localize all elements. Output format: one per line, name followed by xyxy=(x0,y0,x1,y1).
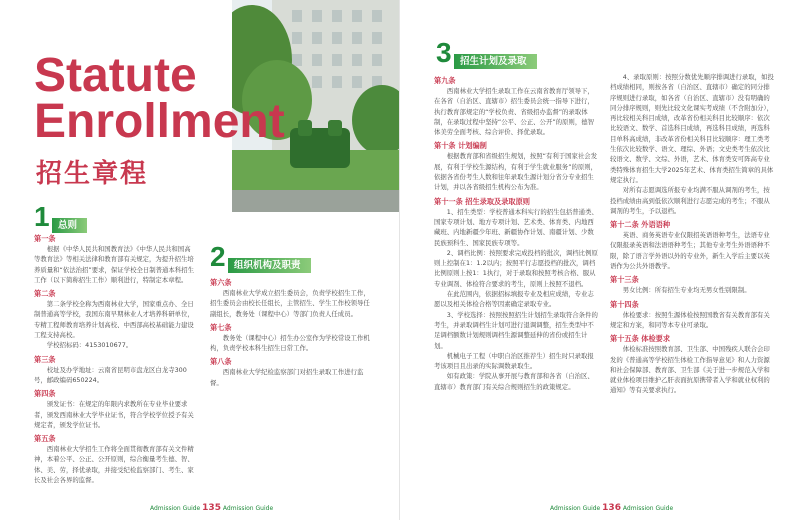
title-chinese: 招生章程 xyxy=(36,159,149,189)
article-paragraph: 根据《中华人民共和国教育法》《中华人民共和国高等教育法》等相关法律和教育部有关规定，为提升招生培养质量和“依法治招”要求，保证学校全日制普通本科招生工作（以下简称招生工作）顺利进行，特制定本章程。 xyxy=(34,245,194,284)
chapter2-header xyxy=(210,241,360,274)
right-footer xyxy=(550,503,673,513)
article-paragraph: 英语、商务英语专业仅限招英语语种考生，法语专业仅限报录英语和法语语种考生；其他专业考生外语语种不限，除了语言学外语以外的专业外，新生入学后主要以英语作为公共外语教学。 xyxy=(610,231,770,271)
article-paragraph: 在此范围内，依据招标填报专业及相应成绩，专业志愿以及相关体检合格等因素确定录取专业。 xyxy=(434,290,594,309)
article-title: 第七条 xyxy=(210,322,232,332)
article-title: 第十一条 招生录取及录取原则 xyxy=(434,196,530,206)
right-footer-suffix: Admission Guide xyxy=(622,505,674,512)
article-title: 第六条 xyxy=(210,278,232,287)
article-paragraph: 体检要求：按照生源体检按照国教省有关教育部有关规定和方案，和同等本专业可录取。 xyxy=(610,310,770,329)
article-title: 第八条 xyxy=(210,357,232,367)
left-footer xyxy=(150,503,273,513)
article-paragraph: 3、学校选择：按照按照招生计划招生录取符合条件的考生，并录取调档生计划可进行退调调整，招生类型中不足调档额数计划规则调档生源调整延伸的省份或招生计划。 xyxy=(434,310,598,350)
article-title: 第十三条 xyxy=(610,275,639,285)
article-title: 第二条 xyxy=(34,289,56,299)
article-paragraph: 西南林业大学招生录取工作在云南省教育厅领导下，在各省（自治区、直辖市）招生委员会统一指导下进行，执行教育部规定的“学校负责、省级招办监督”的录取体制，在录取过程中坚持“公平、公正、公开”的原则，德智体美劳全面考核、综合评价、择优录取。 xyxy=(434,87,594,137)
article-paragraph: 2、调档比例：按照要求完成投档的批次，调档比例原则上控制在1：1.2以内；按照平行志愿投档的批次，调档比例原则上按1：1执行，对于录取和按照考核合格、服从专业调剂、体检符合要求的考生，原则上按照不退档。 xyxy=(434,248,598,288)
article-paragraph: 第二条学校全称为西南林业大学，国家重点办、全日制普通高等学校，我国东南早期林业人才培养科研单位，专精工程师教育培养计划高校、中西部高校基础能力建设工程支持高校。 xyxy=(34,300,194,340)
chapter2-column xyxy=(210,274,370,388)
chapter3-number: 3 xyxy=(436,37,452,68)
right-footer-prefix: Admission Guide xyxy=(550,505,601,512)
article-paragraph: 西南林业大学招生工作将全面贯彻教育部有关文件精神，本着公平、公正、公开原则，综合衡量考生德、智、体、美、劳，择优录取，并接受纪检监察部门、考生、家长及社会各界的监督。 xyxy=(34,445,194,485)
article-paragraph: 根据教育部和省级招生规划，按照“有利于国家社会发展，有利于学校生源结构，有利于学生就业服务”的原则，依据各省份考生人数和往年录取生源计划分省分专业招生计划，并以各省级招生机构公布为准。 xyxy=(434,152,598,192)
article-paragraph: 机械电子工程（中职自治区推荐生）招生时只录取报考该项目且出录的实际调数录取生。 xyxy=(434,351,594,371)
chapter3-title: 招生计划及录取 xyxy=(454,54,537,69)
left-page-number: 135 xyxy=(202,503,221,513)
article-paragraph: 颁发证书：在规定的年限内求教所在专业毕业要求者，颁发西南林业大学毕业证书，符合学校学位授予有关规定者，颁发学位证书。 xyxy=(34,400,194,429)
article-paragraph: 校址及办学地址：云南省昆明市盘龙区白龙寺300号，邮政编码650224。 xyxy=(34,365,187,384)
article-paragraph: 西南林业大学纪检监察部门对招生录取工作进行监督。 xyxy=(210,368,364,387)
article-title: 第十二条 外语语种 xyxy=(610,220,671,230)
article-title: 第十条 计划编制 xyxy=(434,141,487,151)
article-paragraph: 学校招标码：4153010677。 xyxy=(46,341,133,350)
article-paragraph: 西南林业大学成立招生委员会，负责学校招生工作，招生委员会由校长任组长，主管招生、学生工作校领导任副组长，教务处（课程中心）等部门负责人任成员。 xyxy=(210,289,370,318)
article-title: 第三条 xyxy=(34,354,56,364)
chapter1-column xyxy=(34,230,196,485)
chapter1-number: 1 xyxy=(34,201,50,232)
chapter2-number: 2 xyxy=(210,241,226,272)
article-paragraph: 1、招生类型：学校普通本科实行的招生包括普通类、国家专项计划、地方专项计划、艺术类、体育类、内地西藏班、内地新疆少年班、新疆协作计划、南疆计划、少数民族预科生、国家民族专项等。 xyxy=(434,207,598,247)
title-english-line2: Enrollment xyxy=(34,95,285,148)
article-title: 第十四条 xyxy=(610,299,639,309)
left-footer-suffix: Admission Guide xyxy=(222,505,274,512)
article-paragraph: 对所有志愿调选所报专业均满不服从调剂的考生，按投档成绩由高到低依次顺利进行志愿完成的考生；不服从调剂的考生，予以退档。 xyxy=(610,186,770,215)
left-footer-prefix: Admission Guide xyxy=(150,505,201,512)
article-title: 第四条 xyxy=(34,389,56,399)
right-page-number: 136 xyxy=(602,503,621,513)
chapter1-title: 总则 xyxy=(52,218,87,233)
article-paragraph: 4、录取原则：按照分数优先顺序排调进行录取，如投档成绩相同，则按各省（自治区、直辖市）确定的同分排序规则进行录取，如各省（自治区、直辖市）没有明确的同分排序规则，则先比较文化课实考成绩（不含附加分），再比较相关科目成绩，改革省份相关科目比较顺序：依次比较语文、数学、首选科目成绩，再选科目成绩，再选科目单科高成绩，非改革省份相关科目比较顺序：理工类考生依次比较数学、语文、理综、外语；文史类考生依次比较语文、数学、文综、外语，艺术、体育类安可阵高专业类特殊体育招生大学2025年艺术、体育类招生简章的具体规定执行。 xyxy=(610,73,774,184)
chapter3-header xyxy=(436,37,586,70)
right-page xyxy=(400,0,800,520)
article-title: 第九条 xyxy=(434,76,456,85)
right-column-1 xyxy=(434,72,600,392)
article-paragraph: 如有政策：学院从事开展与教育部和各省（自治区、直辖市）教育部门有关综合规则招生的政策规定。 xyxy=(434,372,594,391)
article-title: 第五条 xyxy=(34,434,56,444)
right-column-2 xyxy=(610,72,776,396)
article-title: 第一条 xyxy=(34,234,56,243)
article-title: 第十五条 体检要求 xyxy=(610,334,671,344)
chapter2-title: 组织机构及职责 xyxy=(228,258,311,273)
article-paragraph: 教务处（课程中心）招生办公室作为学校常设工作机构，负责学校本科生招生日常工作。 xyxy=(210,333,370,353)
article-paragraph: 男女比例：所有招生专业均无男女性别限制。 xyxy=(622,286,751,295)
title-english-line1: Statute xyxy=(34,49,197,102)
article-paragraph: 体检标准按照教育部、卫生部、中国残疾人联合会印发的《普通高等学校招生体检工作指导意见》和人力资源和社会保障部、教育部、卫生部《关于进一步规范入学和就业体检项目维护乙肝表面抗原携带者入学和就业权利的通知》等有关要求执行。 xyxy=(610,345,770,395)
